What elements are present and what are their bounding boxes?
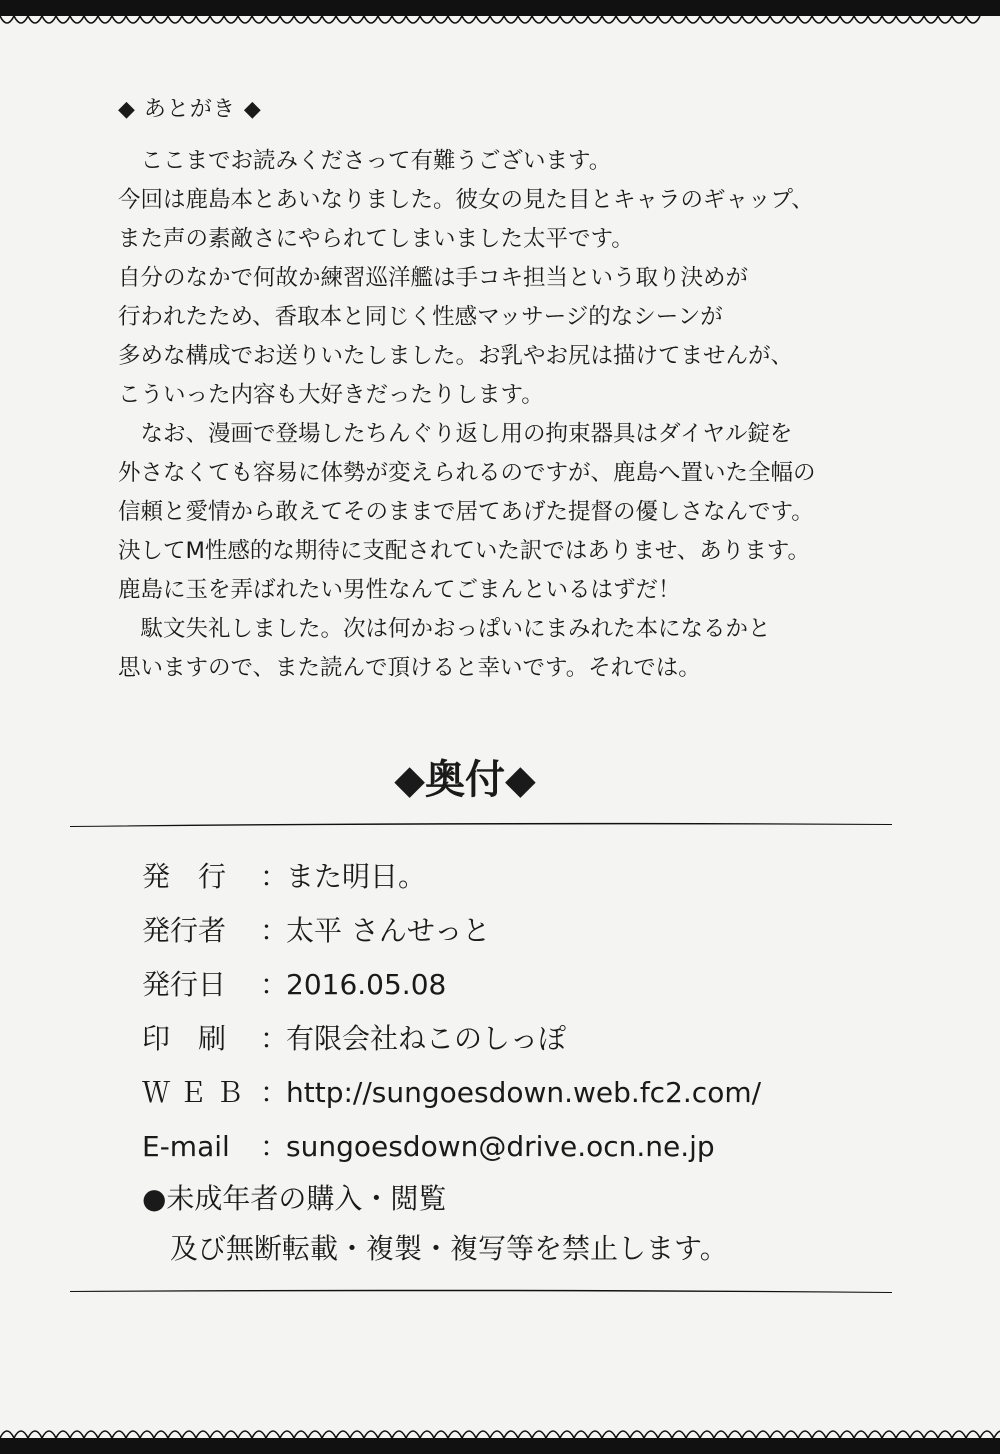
colophon-row-issuer — [142, 904, 902, 958]
row-separator: ： — [260, 968, 289, 1001]
afterword-line: また声の素敵さにやられてしまいました太平です。 — [118, 226, 634, 252]
afterword-line: 鹿島に玉を弄ばれたい男性なんてごまんといるはずだ！ — [118, 577, 681, 603]
afterword-line: 信頼と愛情から敢えてそのままで居てあげた提督の優しさなんです。 — [118, 499, 814, 525]
top-lace-border — [0, 0, 1000, 34]
row-label: 発行者 — [142, 914, 227, 947]
row-separator: ： — [260, 1130, 289, 1163]
row-separator: ： — [260, 1076, 289, 1109]
colophon-row-publisher — [142, 850, 902, 904]
afterword-line: 行われたため、香取本と同じく性感マッサージ的なシーンが — [118, 304, 723, 330]
afterword-line: 自分のなかで何故か練習巡洋艦は手コキ担当という取り決めが — [118, 265, 749, 291]
colophon-row-email — [142, 1120, 902, 1174]
row-value: 2016.05.08 — [286, 968, 447, 1001]
afterword-line: 駄文失礼しました。次は何かおっぱいにまみれた本になるかと — [118, 616, 771, 642]
row-value: また明日。 — [286, 860, 427, 893]
afterword-line: ここまでお読みくださって有難うございます。 — [118, 148, 612, 174]
email-link[interactable]: sungoesdown@drive.ocn.ne.jp — [286, 1130, 715, 1163]
row-separator: ： — [260, 1022, 289, 1055]
divider-bottom — [70, 1286, 892, 1296]
afterword-heading: ◆ あとがき ◆ — [118, 97, 262, 122]
notice-line-2: 及び無断転載・複製・複写等を禁止します。 — [170, 1232, 728, 1265]
row-separator: ： — [260, 860, 289, 893]
afterword-line: 外さなくても容易に体勢が変えられるのですが、鹿島へ置いた全幅の — [118, 460, 816, 486]
row-value: 太平 さんせっと — [286, 914, 491, 947]
afterword-body — [118, 142, 898, 688]
row-label: 発行日 — [142, 968, 227, 1001]
afterword-line: 多めな構成でお送りいたしました。お乳やお尻は描けてませんが、 — [118, 343, 794, 369]
web-link[interactable]: http://sungoesdown.web.fc2.com/ — [286, 1076, 762, 1109]
row-label: E-mail — [142, 1130, 230, 1163]
afterword-line: 決してM性感的な期待に支配されていた訳ではありませ、あります。 — [118, 538, 810, 564]
row-label: 印 刷 — [142, 1022, 227, 1055]
row-label: Ｗ Ｅ Ｂ — [142, 1076, 244, 1109]
bottom-lace-border — [0, 1420, 1000, 1454]
colophon-details — [142, 850, 902, 1274]
afterword-line: 今回は鹿島本とあいなりました。彼女の見た目とキャラのギャップ、 — [118, 187, 814, 213]
colophon-title: ◆奥付◆ — [394, 757, 536, 803]
row-value: 有限会社ねこのしっぽ — [286, 1022, 567, 1055]
afterword-line: なお、漫画で登場したちんぐり返し用の拘束器具はダイヤル錠を — [118, 421, 793, 447]
afterword-line: 思いますので、また読んで頂けると幸いです。それでは。 — [118, 655, 701, 681]
divider-top — [70, 820, 892, 830]
colophon-row-date — [142, 958, 902, 1012]
afterword-line: こういった内容も大好きだったりします。 — [118, 382, 544, 408]
row-label: 発 行 — [142, 860, 227, 893]
notice-line-1: ●未成年者の購入・閲覧 — [142, 1182, 447, 1215]
colophon-row-printer — [142, 1012, 902, 1066]
row-separator: ： — [260, 914, 289, 947]
colophon-row-web — [142, 1066, 902, 1120]
